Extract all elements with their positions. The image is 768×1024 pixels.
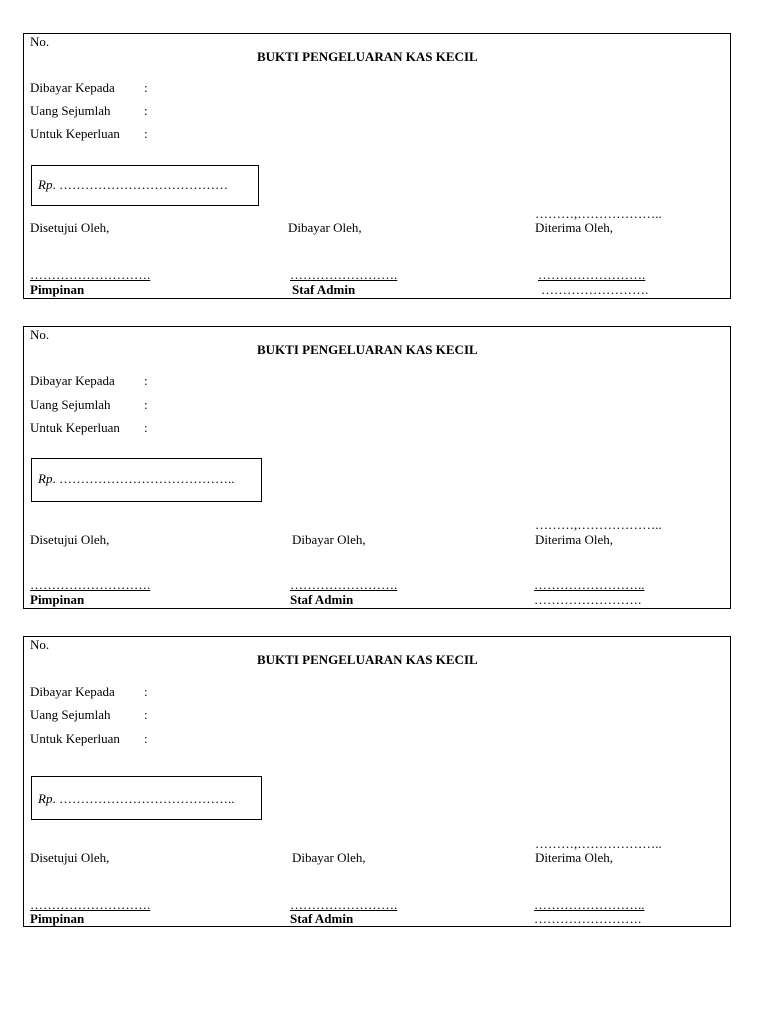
field-sep-purpose: : [144,731,148,746]
amount-line [38,472,234,485]
amount-box [31,165,259,206]
field-label-purpose: Untuk Keperluan [30,126,120,141]
date-line: ………,……………….. [535,836,662,851]
date-line: ………,……………….. [535,517,662,532]
field-label-amount: Uang Sejumlah [30,397,111,412]
received-by-header: Diterima Oleh, [535,220,613,235]
received-by-header: Diterima Oleh, [535,850,613,865]
payer-signature-line: ……………………. [290,267,398,282]
field-sep-amount: : [144,103,148,118]
field-label-purpose: Untuk Keperluan [30,420,120,435]
voucher-title: BUKTI PENGELUARAN KAS KECIL [257,652,478,667]
field-label-payee: Dibayar Kepada [30,373,115,388]
approver-signature-line: ………………………. [30,267,151,282]
field-sep-purpose: : [144,126,148,141]
amount-dots: . ………………………………….. [52,791,235,806]
receiver-signature-line: ……………………. [538,267,646,282]
field-sep-amount: : [144,707,148,722]
field-label-amount: Uang Sejumlah [30,707,111,722]
field-sep-amount: : [144,397,148,412]
date-line: ………,……………….. [535,206,662,221]
paid-by-header: Dibayar Oleh, [292,850,366,865]
voucher-3 [23,636,731,927]
field-sep-payee: : [144,80,148,95]
voucher-1 [23,33,731,299]
payer-signature-line: ……………………. [290,897,398,912]
amount-box [31,776,262,820]
receiver-signature-line: …………………….. [534,897,645,912]
currency-label: Rp [38,471,53,486]
receiver-signature-line: …………………….. [534,577,645,592]
amount-line [38,178,228,191]
field-sep-purpose: : [144,420,148,435]
amount-dots: . ………………………………….. [52,471,235,486]
voucher-2 [23,326,731,609]
approver-signature-line: ………………………. [30,577,151,592]
field-label-amount: Uang Sejumlah [30,103,111,118]
amount-line [38,792,234,805]
payer-role: Staf Admin [292,282,356,297]
approved-by-header: Disetujui Oleh, [30,532,110,547]
paid-by-header: Dibayar Oleh, [292,532,366,547]
field-sep-payee: : [144,684,148,699]
approved-by-header: Disetujui Oleh, [30,850,110,865]
approver-signature-line: ………………………. [30,897,151,912]
approved-by-header: Disetujui Oleh, [30,220,110,235]
voucher-number-label: No. [30,327,50,342]
currency-label: Rp [38,791,53,806]
voucher-title: BUKTI PENGELUARAN KAS KECIL [257,49,478,64]
receiver-name-line: ……………………. [534,592,642,607]
currency-label: Rp [38,177,53,192]
payer-signature-line: ……………………. [290,577,398,592]
approver-role: Pimpinan [30,282,85,297]
field-label-purpose: Untuk Keperluan [30,731,120,746]
voucher-title: BUKTI PENGELUARAN KAS KECIL [257,342,478,357]
receiver-name-line: ……………………. [534,911,642,926]
payer-role: Staf Admin [290,592,354,607]
paid-by-header: Dibayar Oleh, [288,220,362,235]
field-sep-payee: : [144,373,148,388]
received-by-header: Diterima Oleh, [535,532,613,547]
field-label-payee: Dibayar Kepada [30,80,115,95]
voucher-number-label: No. [30,34,50,49]
approver-role: Pimpinan [30,911,85,926]
voucher-number-label: No. [30,637,50,652]
approver-role: Pimpinan [30,592,85,607]
payer-role: Staf Admin [290,911,354,926]
amount-box [31,458,262,502]
receiver-name-line: ……………………. [541,282,649,297]
amount-dots: . ………………………………… [52,177,228,192]
field-label-payee: Dibayar Kepada [30,684,115,699]
